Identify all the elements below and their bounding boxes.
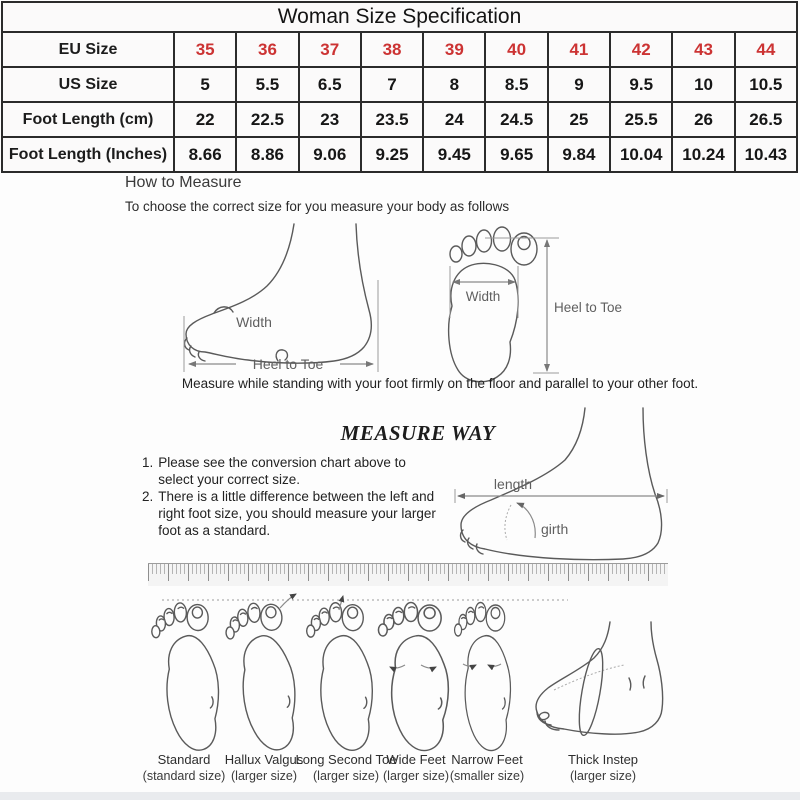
table-row bbox=[2, 67, 797, 102]
foot-type-size: (larger size) bbox=[313, 769, 379, 783]
table-cell: 23 bbox=[299, 102, 361, 137]
foot-type-name: Long Second Toe bbox=[295, 752, 397, 767]
thick-instep-foot-icon bbox=[536, 622, 663, 737]
wide-foot-icon bbox=[378, 603, 448, 751]
table-cell: 38 bbox=[361, 32, 423, 67]
table-cell: 8 bbox=[423, 67, 485, 102]
table-cell: 25 bbox=[548, 102, 610, 137]
table-cell: 24.5 bbox=[485, 102, 547, 137]
heel-to-toe-label: Heel to Toe bbox=[252, 356, 324, 372]
length-label: length bbox=[493, 476, 533, 492]
table-cell: 9.65 bbox=[485, 137, 547, 172]
hallux-valgus-foot-icon bbox=[224, 600, 300, 753]
table-cell: 10.24 bbox=[672, 137, 734, 172]
foot-type-name: Hallux Valgus bbox=[224, 752, 304, 767]
list-item bbox=[142, 488, 444, 539]
table-cell: 5 bbox=[174, 67, 236, 102]
bottom-edge-strip bbox=[0, 792, 800, 800]
table-cell: 9 bbox=[548, 67, 610, 102]
girth-label: girth bbox=[541, 521, 569, 537]
table-cell: 41 bbox=[548, 32, 610, 67]
step-number: 2. bbox=[142, 489, 154, 504]
how-to-measure-intro: To choose the correct size for you measure your body as follows bbox=[125, 199, 510, 214]
table-cell: 9.45 bbox=[423, 137, 485, 172]
size-conversion-table bbox=[1, 1, 798, 173]
table-cell: 44 bbox=[735, 32, 797, 67]
table-cell: 22.5 bbox=[236, 102, 298, 137]
measure-caption: Measure while standing with your foot firmly on the floor and parallel to your other foot. bbox=[181, 376, 699, 391]
measure-way-heading: MEASURE WAY bbox=[340, 421, 496, 445]
table-cell: 9.06 bbox=[299, 137, 361, 172]
ruler-graphic bbox=[148, 563, 668, 586]
table-cell: 7 bbox=[361, 67, 423, 102]
table-cell: 8.66 bbox=[174, 137, 236, 172]
foot-type-name: Wide Feet bbox=[386, 752, 446, 767]
row-label: Foot Length (Inches) bbox=[2, 137, 174, 172]
page-title: Woman Size Specification bbox=[2, 2, 797, 32]
narrow-foot-icon bbox=[455, 603, 511, 751]
table-cell: 5.5 bbox=[236, 67, 298, 102]
step-number: 1. bbox=[142, 455, 154, 470]
how-to-measure-heading: How to Measure bbox=[125, 174, 242, 191]
foot-type-label bbox=[143, 752, 226, 784]
width-label: Width bbox=[465, 289, 501, 304]
table-cell: 26 bbox=[672, 102, 734, 137]
table-cell: 9.25 bbox=[361, 137, 423, 172]
table-cell: 37 bbox=[299, 32, 361, 67]
table-row bbox=[2, 102, 797, 137]
width-label: Width bbox=[236, 314, 272, 330]
table-cell: 36 bbox=[236, 32, 298, 67]
foot-type-name: Narrow Feet bbox=[451, 752, 523, 767]
table-title-row bbox=[2, 2, 797, 32]
table-cell: 26.5 bbox=[735, 102, 797, 137]
table-cell: 6.5 bbox=[299, 67, 361, 102]
table-cell: 10.43 bbox=[735, 137, 797, 172]
foot-type-size: (smaller size) bbox=[449, 769, 525, 783]
table-cell: 22 bbox=[174, 102, 236, 137]
foot-type-label bbox=[450, 752, 524, 784]
foot-type-size: (larger size) bbox=[570, 769, 636, 783]
table-cell: 10.04 bbox=[610, 137, 672, 172]
step-text: Please see the conversion chart above to select your correct size. bbox=[158, 455, 406, 487]
table-cell: 42 bbox=[610, 32, 672, 67]
row-label: EU Size bbox=[2, 32, 174, 67]
foot-type-label bbox=[225, 752, 304, 784]
foot-type-name: Thick Instep bbox=[567, 752, 639, 767]
long-second-toe-foot-icon bbox=[306, 602, 375, 752]
table-cell: 9.5 bbox=[610, 67, 672, 102]
row-label: Foot Length (cm) bbox=[2, 102, 174, 137]
length-girth-diagram bbox=[435, 408, 715, 568]
foot-type-size: (standard size) bbox=[142, 769, 226, 783]
table-cell: 10 bbox=[672, 67, 734, 102]
foot-side-view-diagram bbox=[178, 222, 408, 380]
heel-to-toe-label: Heel to Toe bbox=[554, 300, 623, 315]
table-cell: 25.5 bbox=[610, 102, 672, 137]
table-cell: 10.5 bbox=[735, 67, 797, 102]
foot-type-label bbox=[568, 752, 638, 784]
foot-type-size: (larger size) bbox=[231, 769, 297, 783]
table-row bbox=[2, 137, 797, 172]
measure-way-steps bbox=[142, 454, 444, 539]
table-cell: 39 bbox=[423, 32, 485, 67]
table-row bbox=[2, 32, 797, 67]
table-cell: 24 bbox=[423, 102, 485, 137]
foot-type-size: (larger size) bbox=[383, 769, 449, 783]
list-item bbox=[142, 454, 444, 488]
standard-foot-icon bbox=[150, 601, 221, 752]
table-cell: 9.84 bbox=[548, 137, 610, 172]
step-text: There is a little difference between the left and right foot size, you should measure your larger foot as a standard. bbox=[158, 489, 436, 538]
table-cell: 23.5 bbox=[361, 102, 423, 137]
foot-type-label bbox=[296, 752, 397, 784]
table-cell: 40 bbox=[485, 32, 547, 67]
table-cell: 8.86 bbox=[236, 137, 298, 172]
row-label: US Size bbox=[2, 67, 174, 102]
foot-type-name: Standard bbox=[157, 752, 211, 767]
foot-types-diagram bbox=[140, 592, 700, 757]
table-cell: 8.5 bbox=[485, 67, 547, 102]
table-cell: 35 bbox=[174, 32, 236, 67]
foot-sole-view-diagram bbox=[425, 222, 625, 382]
foot-type-label bbox=[383, 752, 449, 784]
table-cell: 43 bbox=[672, 32, 734, 67]
